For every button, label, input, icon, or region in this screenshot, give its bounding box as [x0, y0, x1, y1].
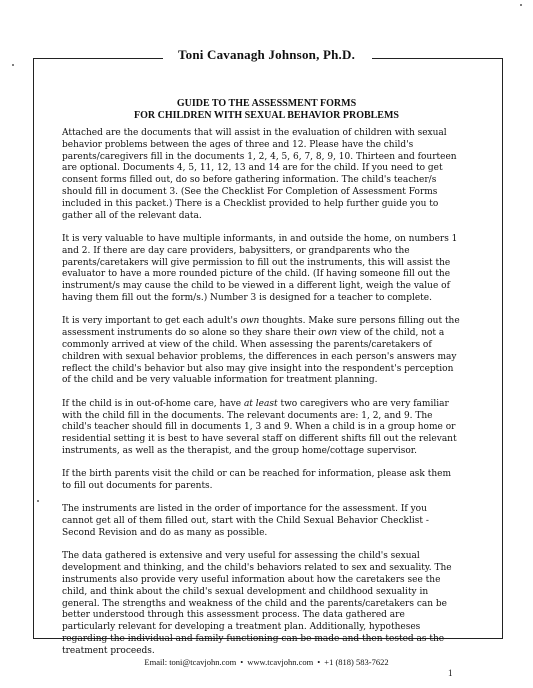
- footer-separator-1: •: [240, 657, 244, 667]
- scan-speck: [520, 4, 522, 6]
- paragraph-7: The data gathered is extensive and very useful for assessing the child's sexual development and thinking, and the child's behaviors related to sex and sexuality. The instruments also provide very useful information about how the caretakers see the child, and think about the child's sexual development and childhood sexuality in general. The strengths and weakness of the child and the parents/caretakers can be better understood through this assessment process. The data gathered are particularly relevant for developing a treatment plan. Additionally, hypotheses regarding the individual and family functioning can be made and then tested as the treatment proceeds.: [62, 551, 452, 656]
- document-title: [0, 98, 533, 122]
- footer-contact: [0, 657, 533, 667]
- paragraph-4-text-b: two caregivers who are very familiar with the child fill in the documents. The relevant documents are: 1, 2, and 9. The child's teacher should fill in documents 1, 3 and 9. When a child is in a group home or residential setting it is best to have several staff on different shifts fill out the relevant instruments, as well as the therapist, and the group home/cottage supervisor.: [62, 398, 457, 456]
- paragraph-4-emphasis: at least: [243, 398, 278, 409]
- paragraph-4: [62, 399, 460, 458]
- paragraph-3-text-c: view of the child, not a commonly arrived at view of the child. When assessing the parents/caretakers of children with sexual behavior problems, the differences in each person's answers may reflect the child's behavior but also may give insight into the respondent's perception of the child and be very valuable information for treatment planning.: [62, 328, 457, 386]
- paragraph-6: The instruments are listed in the order of importance for the assessment. If you cannot get all of them filled out, start with the Child Sexual Behavior Checklist - Second Revision and do as many as possible.: [62, 504, 429, 539]
- scan-speck: [12, 64, 14, 66]
- footer-website: www.tcavjohn.com: [247, 657, 314, 667]
- footer-separator-2: •: [317, 657, 321, 667]
- paragraph-3-emphasis-2: own: [318, 328, 338, 339]
- paragraph-3-text-a: It is very important to get each adult's: [62, 316, 241, 327]
- title-line-1: GUIDE TO THE ASSESSMENT FORMS: [176, 98, 357, 109]
- paragraph-3: [62, 316, 460, 387]
- document-body: [62, 128, 460, 669]
- paragraph-3-text-b: thoughts. Make sure persons filling out the assessment instruments do so alone so they share their: [62, 316, 460, 339]
- page-number: 1: [448, 668, 453, 678]
- title-line-2: FOR CHILDREN WITH SEXUAL BEHAVIOR PROBLEMS: [134, 110, 399, 121]
- footer-phone: +1 (818) 583-7622: [324, 657, 389, 667]
- footer-email: Email: toni@tcavjohn.com: [144, 657, 237, 667]
- paragraph-4-text-a: If the child is in out-of-home care, have: [62, 398, 244, 409]
- paragraph-2: It is very valuable to have multiple informants, in and outside the home, on numbers 1 and 2. If there are day care providers, babysitters, or grandparents who the parents/caretakers will give permission to fill out the instruments, this will assist the evaluator to have a more rounded picture of the child. (If having someone fill out the instrument/s may cause the child to be viewed in a different light, weigh the value of having them fill out the form/s.) Number 3 is designed for a teacher to complete.: [62, 233, 458, 303]
- paragraph-3-emphasis-1: own: [240, 316, 260, 327]
- author-name: Toni Cavanagh Johnson, Ph.D.: [177, 47, 356, 62]
- paragraph-5: If the birth parents visit the child or can be reached for information, please ask them to fill out documents for parents.: [62, 469, 452, 492]
- paragraph-1: Attached are the documents that will assist in the evaluation of children with sexual behavior problems between the ages of three and 12. Please have the child's parents/caregivers fill in the documents 1, 2, 4, 5, 6, 7, 8, 9, 10. Thirteen and fourteen are optional. Documents 4, 5, 11, 12, 13 and 14 are for the child. If you need to get consent forms filled out, do so before gathering information. The child's teacher/s should fill in document 3. (See the Checklist For Completion of Assessment Forms included in this packet.) There is a Checklist provided to help further guide you to gather all of the relevant data.: [62, 128, 457, 221]
- scan-speck: [37, 500, 39, 502]
